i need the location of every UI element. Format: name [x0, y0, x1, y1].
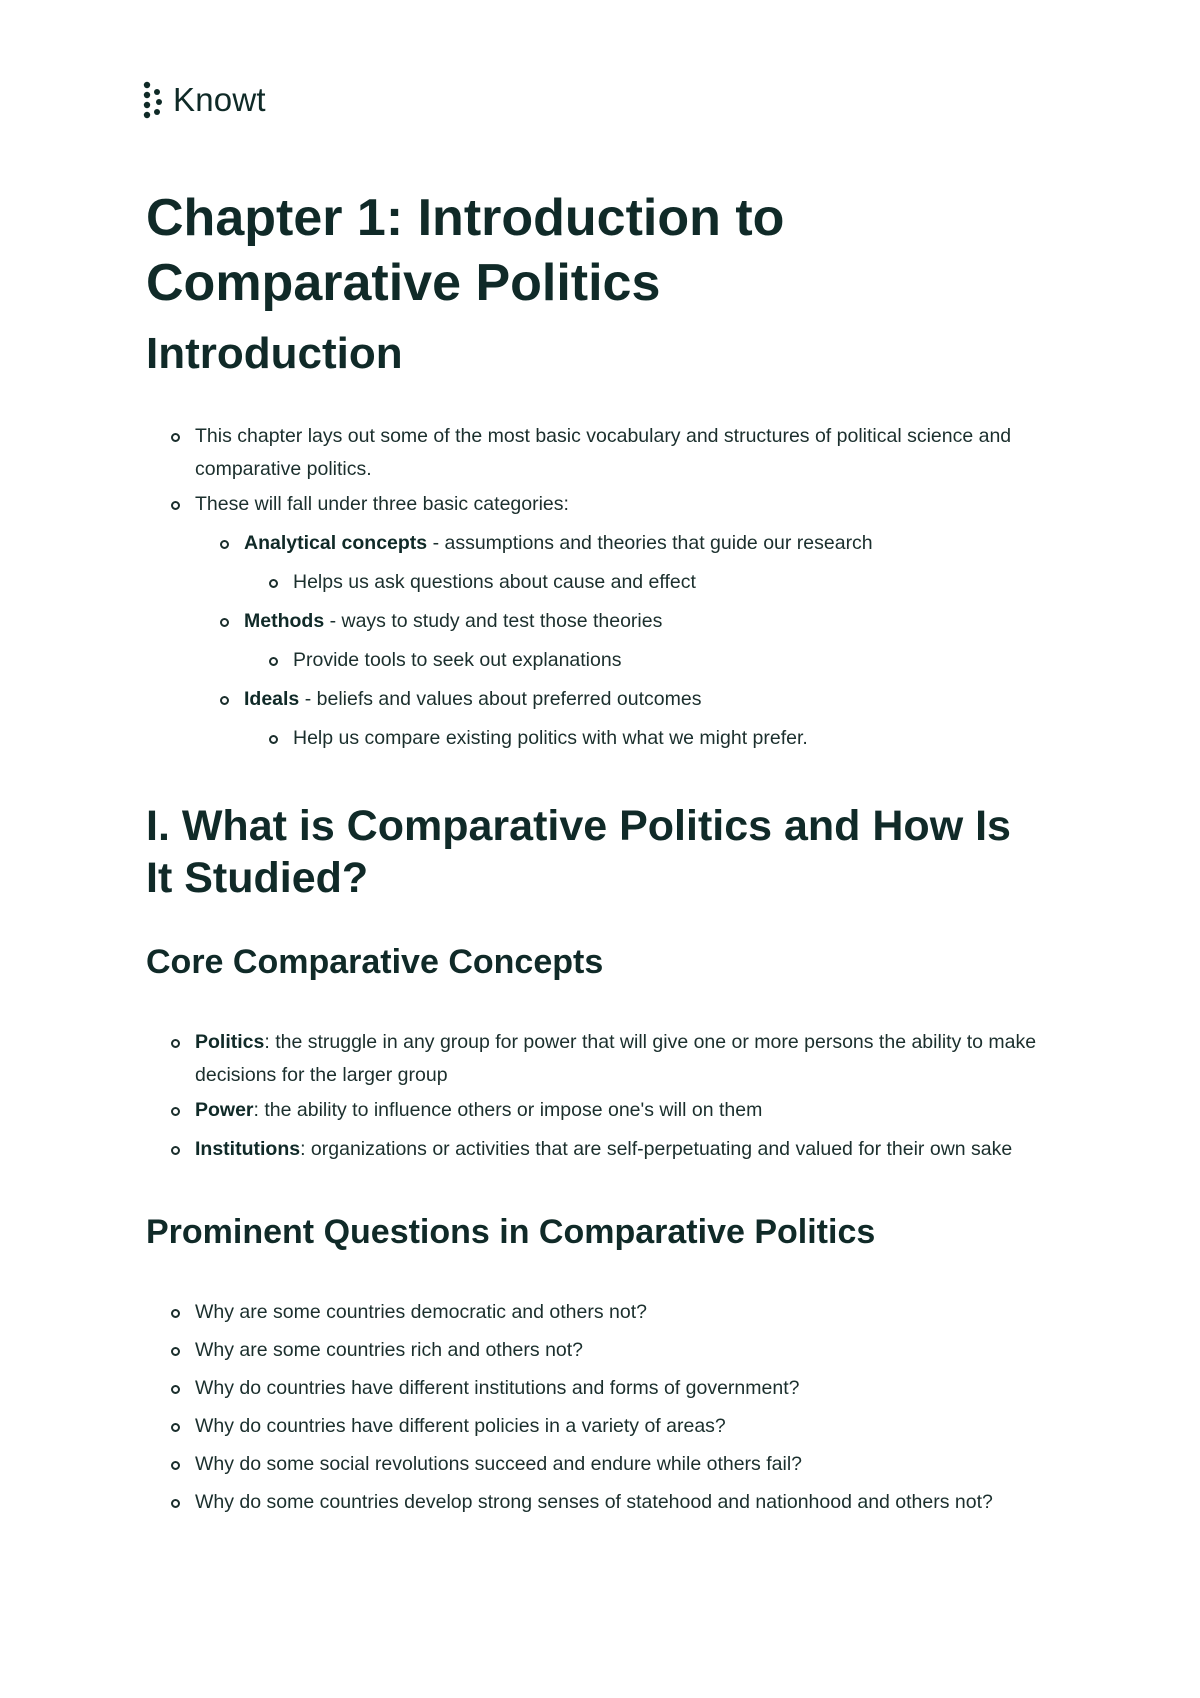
concept-term: Power	[195, 1099, 254, 1121]
bullet-icon	[269, 735, 278, 744]
intro-list	[146, 420, 1046, 521]
bullet-icon	[171, 433, 180, 442]
categories-list	[146, 527, 1046, 560]
list-item	[146, 722, 1046, 755]
list-item	[146, 1133, 1046, 1166]
bullet-icon	[171, 1039, 180, 1048]
bullet-icon	[269, 657, 278, 666]
concept-term: Politics	[195, 1031, 265, 1053]
concept-term: Institutions	[195, 1138, 301, 1160]
list-item	[146, 1094, 1046, 1127]
category-desc: - assumptions and theories that guide our research	[427, 532, 873, 554]
bullet-icon	[171, 1461, 180, 1470]
concept-desc: : organizations or activities that are self-perpetuating and valued for their own sake	[300, 1138, 1013, 1160]
category-desc: - beliefs and values about preferred outcomes	[299, 688, 702, 710]
category-sub-list	[146, 644, 1046, 677]
category-sub: Helps us ask questions about cause and effect	[293, 571, 696, 593]
category-sub: Help us compare existing politics with what we might prefer.	[293, 727, 808, 749]
list-item	[146, 1296, 1046, 1329]
list-item	[146, 420, 1046, 486]
bullet-icon	[220, 540, 229, 549]
introduction-heading: Introduction	[146, 329, 403, 378]
question-text: Why do countries have different policies in a variety of areas?	[195, 1415, 726, 1437]
category-term: Methods	[244, 610, 325, 632]
bullet-icon	[171, 1146, 180, 1155]
list-item	[146, 683, 1046, 716]
question-text: Why do some countries develop strong senses of statehood and nationhood and others not?	[195, 1491, 993, 1513]
bullet-icon	[171, 1107, 180, 1116]
list-item	[146, 1486, 1046, 1519]
core-concepts-heading: Core Comparative Concepts	[146, 943, 604, 981]
list-item	[146, 644, 1046, 677]
bullet-icon	[171, 501, 180, 510]
concept-desc: : the struggle in any group for power that will give one or more persons the ability to make decisions for the larger group	[195, 1031, 1037, 1086]
concept-desc: : the ability to influence others or impose one's will on them	[253, 1099, 763, 1121]
bullet-icon	[220, 696, 229, 705]
document-content	[146, 186, 1046, 1519]
knowt-logo-icon	[143, 81, 165, 119]
bullet-icon	[171, 1385, 180, 1394]
category-term: Analytical concepts	[244, 532, 428, 554]
bullet-icon	[220, 618, 229, 627]
categories-list	[146, 605, 1046, 638]
list-item	[146, 1448, 1046, 1481]
core-concepts-list	[146, 1026, 1046, 1166]
bullet-icon	[171, 1309, 180, 1318]
list-item	[146, 605, 1046, 638]
question-text: Why are some countries rich and others not?	[195, 1339, 584, 1361]
category-sub-list	[146, 566, 1046, 599]
question-text: Why do countries have different institutions and forms of government?	[195, 1377, 800, 1399]
section-1-heading: I. What is Comparative Politics and How Is It Studied?	[146, 802, 1011, 902]
list-item	[146, 1410, 1046, 1443]
bullet-icon	[171, 1347, 180, 1356]
list-item	[146, 488, 1046, 521]
category-sub: Provide tools to seek out explanations	[293, 649, 622, 671]
category-term: Ideals	[244, 688, 300, 710]
question-text: Why do some social revolutions succeed and endure while others fail?	[195, 1453, 802, 1475]
brand-logo	[143, 80, 266, 120]
list-item	[146, 566, 1046, 599]
bullet-icon	[269, 579, 278, 588]
page-title: Chapter 1: Introduction to Comparative Politics	[146, 189, 785, 312]
list-item	[146, 1026, 1046, 1092]
list-item	[146, 1334, 1046, 1367]
category-sub-list	[146, 722, 1046, 755]
bullet-icon	[171, 1423, 180, 1432]
questions-heading: Prominent Questions in Comparative Politics	[146, 1213, 876, 1251]
intro-item-1: This chapter lays out some of the most basic vocabulary and structures of political science and comparative politics.	[195, 425, 1012, 480]
questions-list	[146, 1296, 1046, 1519]
brand-name: Knowt	[173, 81, 266, 118]
category-desc: - ways to study and test those theories	[324, 610, 663, 632]
question-text: Why are some countries democratic and others not?	[195, 1301, 647, 1323]
categories-list	[146, 683, 1046, 716]
list-item	[146, 527, 1046, 560]
list-item	[146, 1372, 1046, 1405]
intro-item-2: These will fall under three basic categories:	[195, 493, 569, 515]
bullet-icon	[171, 1499, 180, 1508]
